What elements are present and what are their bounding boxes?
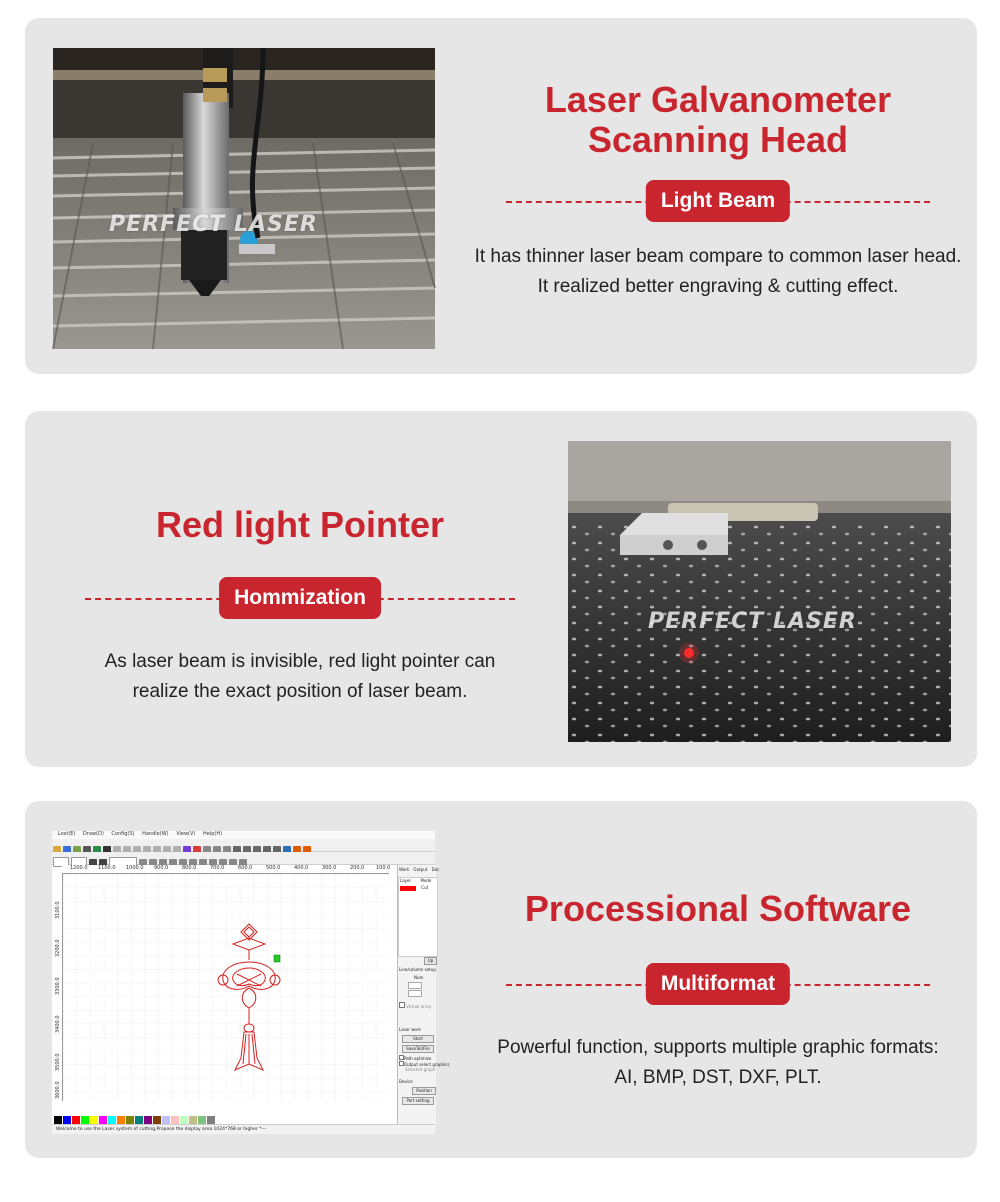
feature-title: Red light Pointer	[156, 504, 444, 545]
laser-work-label: Laser work	[399, 1027, 421, 1032]
virtual-array-label: Virtual array	[406, 1004, 432, 1009]
scanning-head-text	[459, 80, 977, 302]
num-label: Num	[414, 975, 424, 980]
ruler-label: 100.0	[376, 865, 391, 871]
software-menubar	[52, 831, 435, 839]
software-screenshot	[52, 831, 450, 1133]
watermark: PERFECT LASER	[109, 212, 318, 237]
save-to-ufile-button[interactable]: SaveToUFile	[402, 1045, 434, 1053]
ruler-label: 500.0	[266, 865, 281, 871]
selected-graph-label: Selected graph	[405, 1067, 436, 1072]
feature-card-software	[25, 801, 977, 1158]
ruler-label: 900.0	[154, 865, 169, 871]
ruler-label: 1000.0	[126, 865, 144, 871]
feature-description-line1: As laser beam is invisible, red light pointer can	[104, 651, 496, 672]
num-field-y[interactable]	[408, 990, 422, 997]
ruler-label: 3400.0	[55, 1015, 61, 1033]
ruler-label: 3500.0	[55, 1053, 61, 1071]
ruler-top	[62, 865, 389, 874]
feature-title-line1: Laser Galvanometer	[544, 79, 892, 120]
ruler-label: 1200.0	[70, 865, 88, 871]
panel-tab[interactable]: Output	[413, 867, 428, 872]
menu-item: Draw(D)	[82, 831, 104, 837]
line-column-setup-label: Line/column setup	[399, 967, 436, 972]
menu-item: View(V)	[176, 831, 196, 837]
layer-header: Mode	[420, 878, 432, 883]
color-palette	[54, 1111, 216, 1121]
ruler-label: 200.0	[350, 865, 365, 871]
feature-description	[459, 1033, 977, 1093]
panel-tab[interactable]: Doc	[431, 867, 440, 872]
feature-description	[459, 242, 977, 302]
software-text	[459, 889, 977, 1093]
layer-color-swatch[interactable]	[400, 886, 416, 891]
num-field-x[interactable]	[408, 982, 422, 989]
red-pointer-photo	[568, 441, 951, 742]
layer-list	[398, 877, 438, 957]
feature-description-line1: It has thinner laser beam compare to common laser head.	[474, 246, 962, 267]
path-optimize-label: Path optimize	[404, 1056, 432, 1061]
feature-description-line2: AI, BMP, DST, DXF, PLT.	[614, 1067, 822, 1088]
start-button[interactable]: Start	[402, 1035, 434, 1043]
feature-badge: Hommization	[219, 577, 381, 619]
feature-card-red-light-pointer	[25, 411, 977, 767]
feature-title: Processional Software	[524, 888, 912, 929]
output-select-label: Output select graphics	[404, 1062, 450, 1067]
panel-tabs	[399, 867, 439, 872]
software-canvas[interactable]	[63, 874, 389, 1100]
feature-description-line2: It realized better engraving & cutting effect.	[537, 276, 899, 297]
ruler-label: 1100.0	[98, 865, 116, 871]
ruler-label: 600.0	[238, 865, 253, 871]
feature-title	[459, 80, 977, 160]
layer-mode: Cut	[421, 885, 429, 890]
position-button[interactable]: Position	[412, 1087, 436, 1095]
badge-divider	[85, 577, 515, 619]
port-setting-button[interactable]: Port setting	[402, 1097, 434, 1105]
feature-card-scanning-head	[25, 18, 977, 374]
watermark: PERFECT LASER	[648, 609, 857, 634]
ruler-left-labels	[52, 873, 62, 1101]
feature-description-line2: realize the exact position of laser beam.	[132, 681, 468, 702]
ruler-label: 3300.0	[55, 977, 61, 995]
red-pointer-text	[75, 505, 525, 707]
menu-item: Config(S)	[111, 831, 135, 837]
feature-description	[75, 647, 525, 707]
software-statusbar	[52, 1124, 435, 1134]
ruler-label: 700.0	[210, 865, 225, 871]
badge-divider	[506, 180, 930, 222]
status-text: Welcome to use the Laser system of cutting,Propose the display area 1024*768 or higher *---	[56, 1127, 267, 1132]
layer-header: Layer	[400, 878, 412, 883]
ruler-label: 300.0	[322, 865, 337, 871]
ruler-label: 3200.0	[55, 939, 61, 957]
scanning-head-illustration	[53, 48, 435, 349]
ruler-left	[52, 873, 63, 1101]
up-button[interactable]: Up	[424, 957, 437, 965]
software-toolbar-secondary	[52, 852, 435, 865]
panel-tab[interactable]: Work	[399, 867, 410, 872]
feature-title-line2: Scanning Head	[587, 119, 849, 160]
feature-description-line1: Powerful function, supports multiple graphic formats:	[497, 1037, 939, 1058]
scanning-head-photo	[53, 48, 435, 349]
badge-divider	[506, 963, 930, 1005]
ruler-label: 3100.0	[55, 901, 61, 919]
menu-item: Lost(E)	[58, 831, 76, 837]
red-pointer-illustration	[568, 441, 951, 742]
ruler-label: 3600.0	[55, 1081, 61, 1099]
device-label: Device	[399, 1079, 413, 1084]
software-toolbar-main	[52, 839, 435, 852]
ruler-label: 400.0	[294, 865, 309, 871]
canvas-grid	[63, 874, 389, 1100]
menu-item: Handle(W)	[142, 831, 169, 837]
feature-badge: Light Beam	[646, 180, 790, 222]
menu-item: Help(H)	[202, 831, 223, 837]
virtual-array-checkbox[interactable]	[399, 1002, 431, 1009]
ruler-label: 800.0	[182, 865, 197, 871]
software-side-panel	[397, 865, 450, 1127]
feature-badge: Multiformat	[646, 963, 790, 1005]
